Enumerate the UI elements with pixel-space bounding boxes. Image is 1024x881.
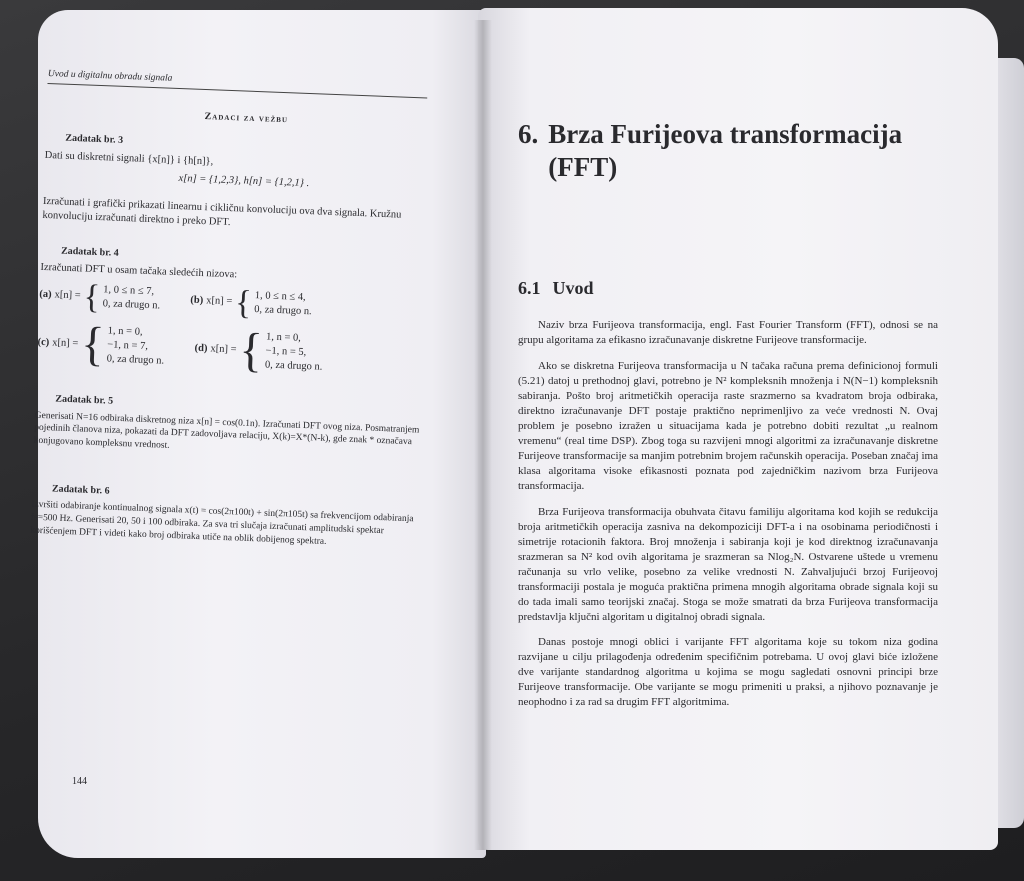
case-d	[194, 323, 324, 377]
case-b	[190, 284, 313, 322]
chapter-title	[518, 118, 938, 184]
book-spine	[474, 20, 492, 850]
case-a-row1: 1, 0 ≤ n ≤ 7,	[103, 284, 155, 298]
task5-heading: Zadatak br. 5	[55, 393, 114, 407]
right-page-content	[518, 118, 938, 721]
case-c-lhs: x[n] =	[51, 337, 79, 350]
running-head: Uvod u digitalnu obradu signala	[47, 68, 427, 98]
case-d-label: (d)	[194, 342, 208, 354]
case-b-row2: 0, za drugo n.	[254, 304, 312, 318]
section-title: Zadaci za vežbu	[204, 110, 289, 126]
section-heading	[518, 276, 938, 300]
case-c-row3: 0, za drugo n.	[106, 353, 165, 367]
task4-heading: Zadatak br. 4	[60, 245, 119, 259]
brace-icon: {	[234, 284, 253, 322]
case-a	[39, 278, 161, 316]
paragraph: Danas postoje mnogi oblici i varijante FFT algoritama koje su tokom niza godina razvijane u cilju prilagođenja određenim specifičnim potrebama. U ovoj glavi biće izložene dve varijante standardnog algoritma u kojima se mogu sagledati osnovni principi brze Furijeove transformacije. Obe varijante se mogu primeniti u praksi, a njihovo poznavanje je neophodno i za rad sa drugim FFT algoritmima.	[518, 636, 938, 709]
case-c-row2: −1, n = 7,	[107, 339, 149, 352]
task3-heading: Zadatak br. 3	[65, 132, 124, 147]
task6-text: Izvršiti odabiranje kontinualnog signala x(t) = cos(2π100t) + sin(2π105t) sa frekvencijom odabiranja fs=500 Hz. Generisati 20, 50 i 100 odbiraka. Za sva tri slučaja izračunati amplitudski spektar korišćenjem DFT i videti kako broj odbiraka utiče na oblik dobijenog spektra.	[30, 500, 414, 548]
task4-intro: Izračunati DFT u osam tačaka sledećih nizova:	[40, 261, 238, 281]
case-b-rows	[254, 289, 312, 320]
chapter-number: 6.	[518, 119, 539, 149]
brace-icon: {	[80, 317, 106, 371]
case-c-rows	[106, 324, 165, 369]
chapter-title-line1: Brza Furijeova transformacija	[548, 119, 903, 149]
case-a-lhs: x[n] =	[54, 289, 81, 302]
case-a-rows	[102, 283, 160, 314]
case-d-rows	[265, 330, 324, 375]
task6-heading: Zadatak br. 6	[51, 483, 110, 497]
case-c	[37, 317, 166, 371]
task3-intro: Dati su diskretni signali {x[n]} i {h[n]},	[44, 149, 214, 168]
section-title: Uvod	[552, 277, 594, 298]
case-c-row1: 1, n = 0,	[107, 324, 143, 338]
case-d-row2: −1, n = 5,	[265, 345, 307, 358]
paragraph: Brza Furijeova transformacija obuhvata čitavu familiju algoritama kod kojih se redukcija broja aritmetičkih operacija zasniva na dekompoziciji DFT-a i na osobinama periodičnosti i simetrije rotacionih faktora. Broj množenja i sabiranja koji je kod direktnog izračunavanja srazmeran sa N² kod ovih algoritama je srazmeran sa Nlog₂N. Ostvarene uštede u vremenu računanja su vrlo velike, posebno za velike vrednosti N. Zahvaljujući brzoj Furijeovoj transformaciji postala je moguća praktična primena mnogih algoritama obrade signala koji su do tada imali samo teorijski značaj. Stoga se može smatrati da brza Furijeova transformacija predstavlja ključni algoritam u digitalnoj obradi signala.	[518, 505, 938, 623]
case-b-row1: 1, 0 ≤ n ≤ 4,	[254, 290, 306, 304]
case-d-row3: 0, za drugo n.	[264, 359, 323, 373]
task3-text: Izračunati i grafički prikazati linearnu i cikličnu konvoluciju ova dva signala. Kružnu konvoluciju izračunati direktno i preko DFT.	[42, 196, 402, 229]
paragraph: Ako se diskretna Furijeova transformacija u N tačaka računa prema definicionoj formuli (5.21) datoj u prethodnoj glavi, potrebno je N² kompleksnih množenja i N(N−1) kompleksnih sabiranja. Pošto broj aritmetičkih operacija raste srazmerno sa kvadratom broja odbiraka, direktno izračunavanje DFT postaje praktično neprimenljivo za veće vrednosti N. Ovaj problem je posebno izražen u situacijama kada je potrebno dobiti rezultat „u realnom vremenu“ (real time DSP). Zbog toga su razvijeni mnogi algoritmi za izračunavanje diskretne Furijeove transformacije sa manjim potrebnim brojem računskih operacija. Poseban značaj ima klasa algoritama visoke efikasnosti poznata pod zajedničkim nazivom brza Furijeova transformacija.	[518, 360, 938, 492]
case-d-row1: 1, n = 0,	[265, 331, 302, 344]
page-number: 144	[72, 776, 87, 787]
brace-icon: {	[238, 323, 264, 377]
left-page-content	[30, 18, 450, 555]
case-d-lhs: x[n] =	[210, 343, 237, 356]
case-a-label: (a)	[39, 289, 52, 301]
case-a-row2: 0, za drugo n.	[102, 298, 161, 312]
case-c-label: (c)	[37, 336, 50, 348]
task5-text: Generisati N=16 odbiraka diskretnog niza x[n] = cos(0.1n). Izračunati DFT ovog niza. Posmatranjem pojedinih članova niza, pokazati da DFT zadovoljava relaciju, X(k)=X*(N-k), gde znak * označava konjugovano kompleksnu vrednost.	[33, 410, 420, 452]
task3-equation: x[n] = {1,2,3}, h[n] = {1,2,1} .	[178, 173, 310, 190]
chapter-title-line2: (FFT)	[548, 151, 618, 182]
case-b-lhs: x[n] =	[205, 295, 233, 308]
case-b-label: (b)	[190, 294, 204, 307]
task4-cases-cd	[37, 317, 438, 379]
brace-icon: {	[82, 278, 101, 316]
section-number: 6.1	[518, 277, 541, 298]
paragraph: Naziv brza Furijeova transformacija, engl. Fast Fourier Transform (FFT), odnosi se na grupu algoritama za efikasno izračunavanje diskretne Furijeove transformacije.	[518, 319, 938, 347]
